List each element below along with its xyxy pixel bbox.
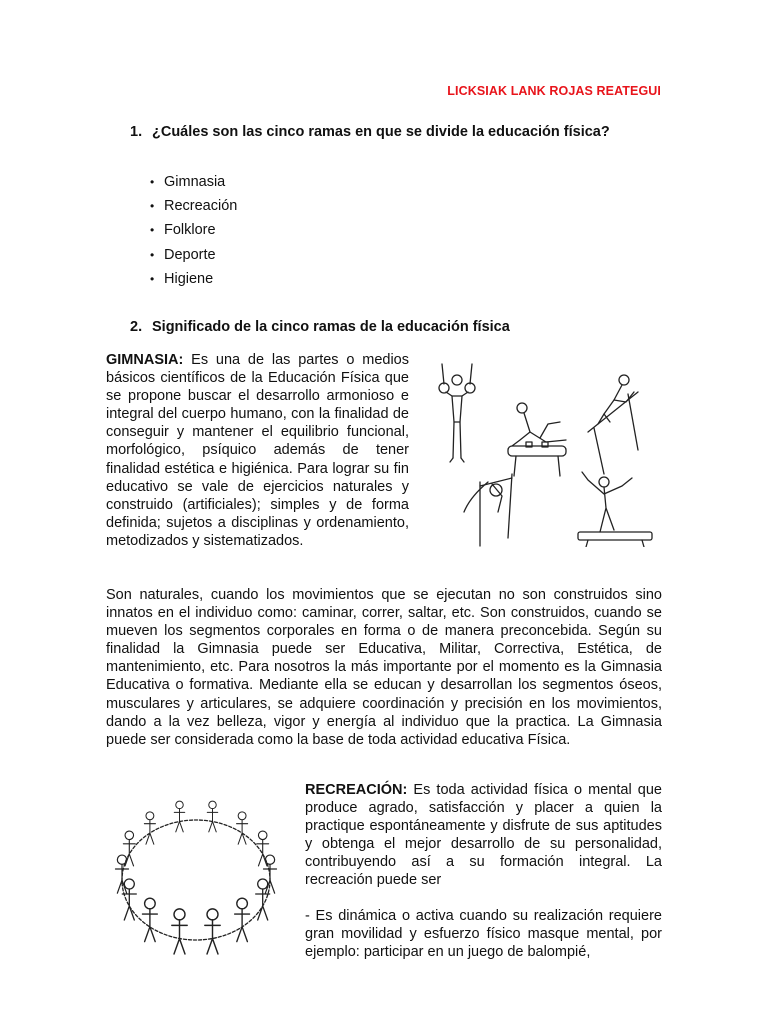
- question-2: [130, 319, 510, 335]
- list-item: [150, 172, 237, 196]
- gymnastics-illustration: [428, 362, 664, 547]
- child-figure-icon: [205, 909, 220, 954]
- question-2-text: Significado de la cinco ramas de la educación física: [152, 319, 510, 335]
- naturales-paragraph: Son naturales, cuando los movimientos que se ejecutan no son construidos sino innatos en el individuo como: caminar, correr, saltar, etc. Son construidos, cuando se mueven los segmentos corporales en forma o de manera preconcebida. Según su finalidad la Gimnasia puede ser Educativa, Militar, Correctiva, Estética, de mantenimiento, etc. Para nosotros la más importante por el momento es la Gimnasia Educativa o formativa. Mediante ella se educan y desarrollan los segmentos óseos, musculares y articulares, se adquiere coordinación y precisión en los movimientos, dando a la vez belleza, vigor y energía al individuo que la practica. La Gimnasia puede ser considerada como la base de toda actividad educativa Física.: [106, 587, 662, 748]
- question-1-number: 1.: [130, 124, 143, 140]
- child-figure-icon: [174, 801, 185, 832]
- branch-label: Gimnasia: [164, 174, 226, 190]
- branch-label: Folklore: [164, 222, 216, 239]
- recreation-circle-illustration: [106, 780, 286, 975]
- recreacion-paragraph: [305, 781, 662, 890]
- recreacion-text: Es toda actividad física o mental que produce agrado, satisfacción y placer a quien la practique espontáneamente y disfrute de sus aptitudes y obtenga el mejor desarrollo de su personalidad, contribuyendo así a su formación integral. La recreación puede ser: [305, 782, 662, 889]
- branch-label: Higiene: [164, 270, 214, 287]
- author-name: LICKSIAK LANK ROJAS REATEGUI: [447, 84, 661, 98]
- child-figure-icon: [207, 801, 218, 832]
- question-1-text: ¿Cuáles son las cinco ramas en que se divide la educación física?: [152, 124, 610, 140]
- child-figure-icon: [237, 812, 248, 844]
- gimnasia-text: Es una de las partes o medios básicos científicos de la Educación Física que se propone buscar el desarrollo armonioso e integral del cuerpo humano, con la finalidad de conseguir y mantener el equilibrio funcional, morfológico, psíquico además de tener finalidad estética e higiénica. Para lograr su fin educativo se vale de ejercicios naturales y construido (artificiales); simples y de forma definida; sujetos a disciplinas y ordenamiento, metodizados y sistematizados.: [106, 352, 409, 549]
- list-item: [150, 245, 237, 269]
- gimnasia-label: GIMNASIA:: [106, 352, 184, 368]
- bullet-icon: •: [150, 199, 155, 214]
- gimnasia-paragraph: [106, 351, 409, 550]
- recreacion-dinamica-paragraph: - Es dinámica o activa cuando su realización requiere gran movilidad y esfuerzo físico masque mental, por ejemplo: participar en un juego de balompié,: [305, 908, 662, 961]
- child-figure-icon: [172, 909, 187, 954]
- child-figure-icon: [142, 898, 157, 941]
- bullet-icon: •: [150, 247, 155, 262]
- bullet-icon: •: [150, 271, 155, 286]
- question-2-number: 2.: [130, 319, 143, 335]
- recreacion-label: RECREACIÓN:: [305, 782, 408, 798]
- branches-list: [150, 172, 237, 293]
- question-1: [130, 124, 610, 140]
- child-figure-icon: [144, 812, 155, 844]
- branch-label: Deporte: [164, 246, 216, 263]
- bullet-icon: •: [150, 175, 155, 189]
- list-item: [150, 220, 237, 244]
- list-item: [150, 196, 237, 220]
- bullet-icon: •: [150, 223, 155, 238]
- child-figure-icon: [235, 898, 250, 941]
- branch-label: Recreación: [164, 198, 238, 215]
- list-item: [150, 269, 237, 293]
